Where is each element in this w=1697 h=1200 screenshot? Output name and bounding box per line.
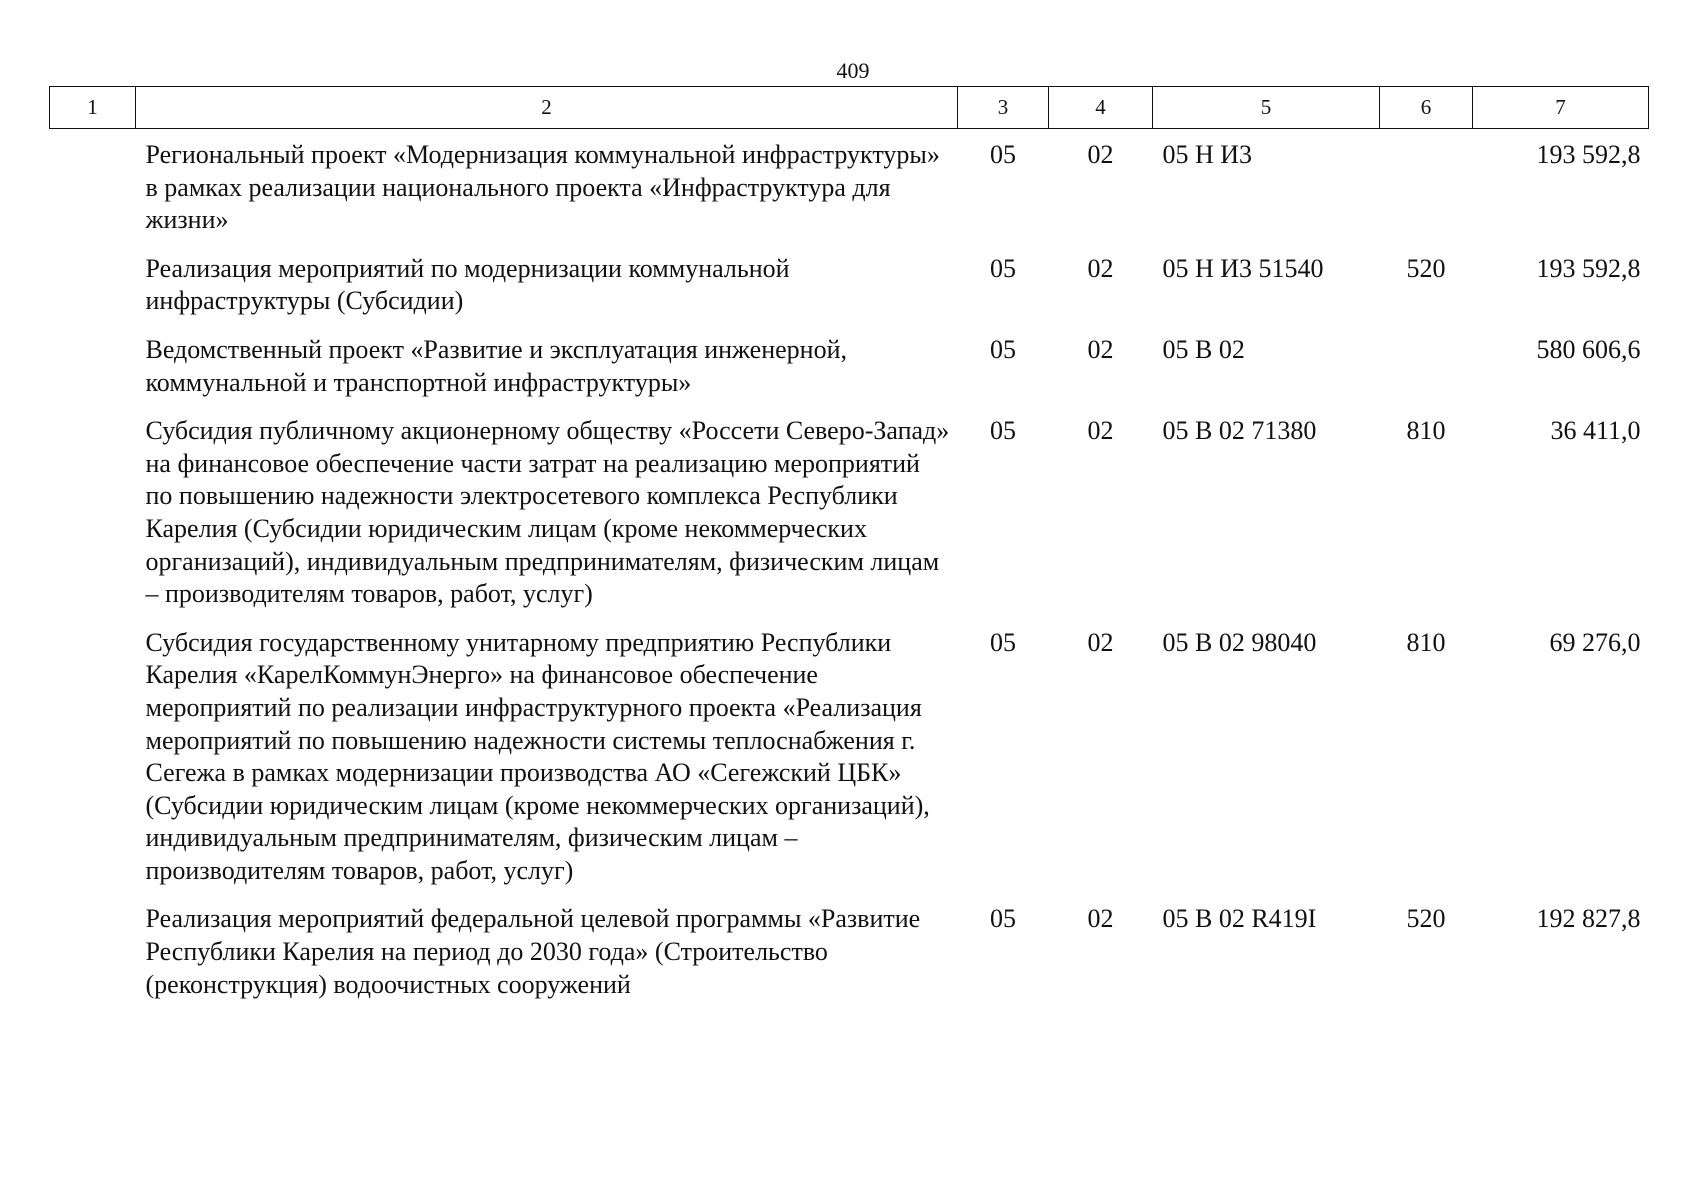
- expense-type-cell: [1380, 129, 1473, 253]
- page-number-text: 409: [836, 58, 870, 83]
- target-article-cell: 05 Н И3: [1162, 140, 1253, 169]
- subsection-cell: 02: [1087, 627, 1114, 657]
- expense-type-cell: [1380, 334, 1473, 415]
- section-cell: 05: [990, 253, 1016, 283]
- section-cell: 05: [990, 416, 1016, 446]
- table-header: [50, 87, 1649, 129]
- description-cell: Реализация мероприятий по модернизации коммунальной инфраструктуры (Субсидии): [145, 253, 790, 316]
- row-number-cell: [50, 627, 136, 904]
- row-number-cell: [50, 415, 136, 627]
- section-cell: 05: [990, 140, 1016, 169]
- amount-cell: 192 827,8: [1536, 904, 1641, 934]
- header-col-1: 1: [50, 87, 136, 129]
- table-row: [50, 627, 1649, 904]
- table-row: [50, 253, 1649, 334]
- expense-type-cell: 520: [1406, 253, 1446, 283]
- table-body: [50, 129, 1649, 1002]
- expense-type-cell: 520: [1406, 904, 1446, 934]
- header-col-6: 6: [1380, 87, 1473, 129]
- header-col-4: 4: [1049, 87, 1153, 129]
- description-cell: Субсидия публичному акционерному обществу «Россети Северо-Запад» на финансовое обеспечение части затрат на реализацию мероприятий по повышению надежности электросетевого комплекса Республики Карелия (Субсидии юридическим лицам (кроме некоммерческих организаций), индивидуальным предпринимателям, физическим лицам – производителям товаров, работ, услуг): [145, 416, 950, 609]
- amount-cell: 193 592,8: [1536, 140, 1641, 169]
- row-number-cell: [50, 334, 136, 415]
- subsection-cell: 02: [1087, 140, 1114, 169]
- row-number-cell: [50, 129, 136, 253]
- section-cell: 05: [990, 904, 1016, 934]
- row-number-cell: [50, 903, 136, 1001]
- description-cell: Субсидия государственному унитарному предприятию Республики Карелия «КарелКоммунЭнерго» на финансовое обеспечение мероприятий по реализации инфраструктурного проекта «Реализация мероприятий по повышению надежности системы теплоснабжения г. Сегежа в рамках модернизации производства АО «Сегежский ЦБК» (Субсидии юридическим лицам (кроме некоммерческих организаций), индивидуальным предпринимателям, физическим лицам – производителям товаров, работ, услуг): [145, 627, 930, 885]
- target-article-cell: 05 В 02 71380: [1162, 416, 1317, 446]
- target-article-cell: 05 В 02 R419I: [1162, 904, 1317, 934]
- expense-type-cell: 810: [1406, 627, 1446, 657]
- budget-table: [49, 86, 1649, 1001]
- header-col-3: 3: [958, 87, 1049, 129]
- header-col-5: 5: [1153, 87, 1380, 129]
- subsection-cell: 02: [1087, 334, 1114, 364]
- description-cell: Региональный проект «Модернизация коммунальной инфраструктуры» в рамках реализации национального проекта «Инфраструктура для жизни»: [145, 140, 940, 235]
- table-row: [50, 903, 1649, 1001]
- amount-cell: 69 276,0: [1549, 627, 1641, 657]
- table-row: [50, 334, 1649, 415]
- target-article-cell: 05 В 02 98040: [1162, 627, 1317, 657]
- row-number-cell: [50, 253, 136, 334]
- table-row: [50, 415, 1649, 627]
- section-cell: 05: [990, 627, 1016, 657]
- expense-type-cell: 810: [1406, 416, 1446, 446]
- target-article-cell: 05 В 02: [1162, 334, 1245, 364]
- header-col-2: 2: [136, 87, 958, 129]
- amount-cell: 193 592,8: [1536, 253, 1641, 283]
- table-row: [50, 129, 1649, 253]
- description-cell: Ведомственный проект «Развитие и эксплуатация инженерной, коммунальной и транспортной инфраструктуры»: [145, 334, 847, 397]
- subsection-cell: 02: [1087, 253, 1114, 283]
- subsection-cell: 02: [1087, 904, 1114, 934]
- description-cell: Реализация мероприятий федеральной целевой программы «Развитие Республики Карелия на период до 2030 года» (Строительство (реконструкция) водоочистных сооружений: [145, 904, 921, 999]
- header-col-7: 7: [1473, 87, 1649, 129]
- header-row: [50, 87, 1649, 129]
- section-cell: 05: [990, 334, 1016, 364]
- amount-cell: 580 606,6: [1536, 334, 1641, 364]
- amount-cell: 36 411,0: [1550, 416, 1641, 446]
- subsection-cell: 02: [1087, 416, 1114, 446]
- target-article-cell: 05 Н И3 51540: [1162, 253, 1324, 283]
